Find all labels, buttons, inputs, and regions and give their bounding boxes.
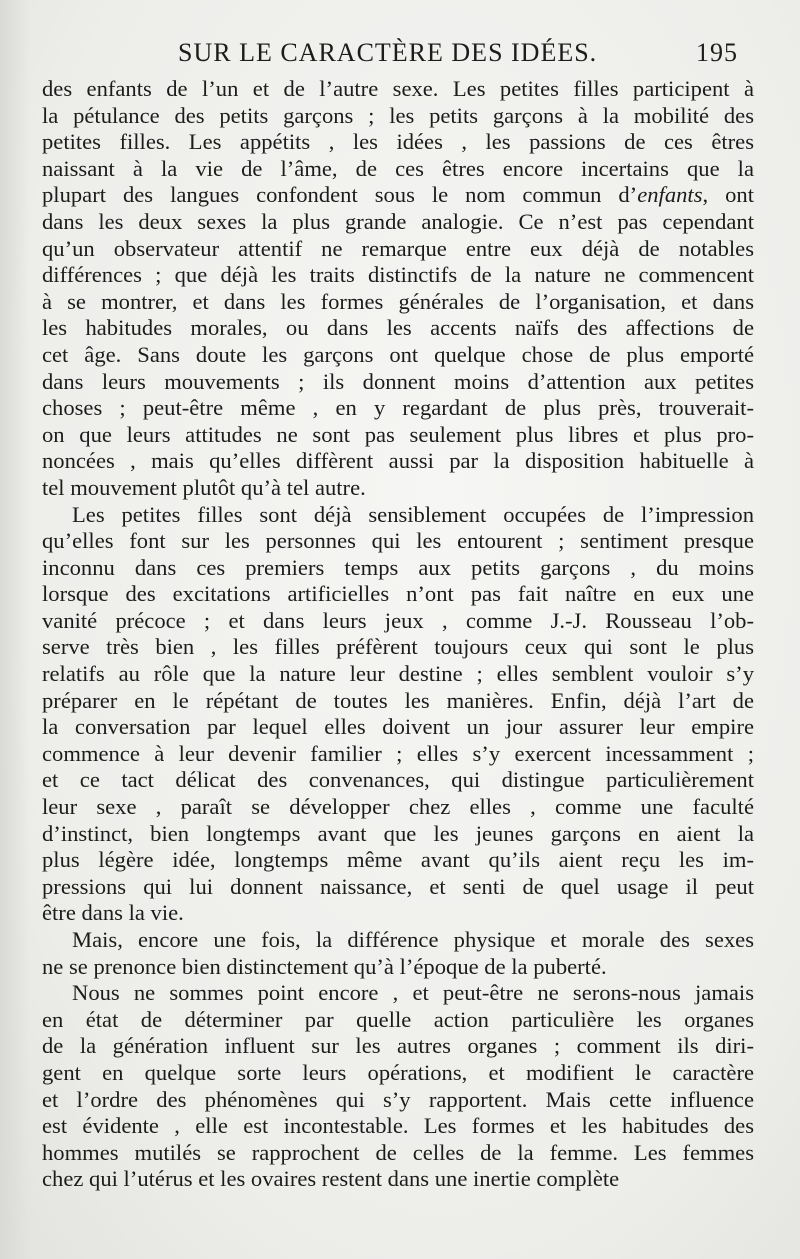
text-line: plupart des langues confondent sous le nom commun d’enfants, ont: [42, 182, 755, 208]
paragraph: [42, 76, 754, 502]
text-line: serve très bien , les filles préfèrent toujours ceux qui sont le plus: [42, 634, 754, 660]
text-line: pressions qui lui donnent naissance, et senti de quel usage il peut: [42, 873, 754, 899]
page-header: [178, 38, 738, 72]
text-line: dans leurs mouvements ; ils donnent moins d’attention aux petites: [42, 368, 754, 394]
text-line: être dans la vie.: [42, 900, 184, 926]
text-line: les habitudes morales, ou dans les accents naïfs des affections de: [42, 315, 754, 341]
text-line: qu’un observateur attentif ne remarque entre eux déjà de notables: [42, 235, 754, 261]
body-text: [42, 76, 754, 1193]
text-line: dans les deux sexes la plus grande analogie. Ce n’est pas cependant: [42, 208, 754, 234]
text-line: leur sexe , paraît se développer chez elles , comme une faculté: [42, 794, 754, 820]
text-line: on que leurs attitudes ne sont pas seulement plus libres et plus pro-: [42, 421, 754, 447]
text-line: naissant à la vie de l’âme, de ces êtres encore incertains que la: [42, 155, 754, 181]
text-line: Mais, encore une fois, la différence physique et morale des sexes: [72, 927, 754, 952]
text-line: préparer en le répétant de toutes les manières. Enfin, déjà l’art de: [42, 687, 754, 713]
text-line: de la génération influent sur les autres organes ; comment ils diri-: [42, 1033, 754, 1059]
text-line: Les petites filles sont déjà sensiblement occupées de l’impression: [72, 501, 754, 527]
text-line: vanité précoce ; et dans leurs jeux , comme J.-J. Rousseau l’ob-: [42, 607, 754, 633]
paragraph: [42, 502, 754, 928]
paragraph: [42, 980, 754, 1193]
text-line: gent en quelque sorte leurs opérations, et modifient le caractère: [42, 1059, 754, 1085]
text-line: des enfants de l’un et de l’autre sexe. Les petites filles participent à: [42, 76, 754, 101]
text-line: plus légère idée, longtemps même avant qu’ils aient reçu les im-: [42, 847, 754, 873]
text-line: et ce tact délicat des convenances, qui distingue particulièrement: [42, 767, 754, 793]
page-number: 195: [696, 38, 738, 67]
text-line: la pétulance des petits garçons ; les petits garçons à la mobilité des: [42, 102, 754, 128]
text-line: est évidente , elle est incontestable. Les formes et les habitudes des: [42, 1113, 754, 1139]
text-line: ne se prenonce bien distinctement qu’à l’époque de la puberté.: [42, 953, 607, 979]
text-line: petites filles. Les appétits , les idées , les passions de ces êtres: [42, 129, 754, 155]
text-line: en état de déterminer par quelle action particulière les organes: [42, 1006, 754, 1032]
text-line: la conversation par lequel elles doivent un jour assurer leur empire: [42, 714, 754, 740]
text-line: tel mouvement plutôt qu’à tel autre.: [42, 474, 366, 500]
text-line: qu’elles font sur les personnes qui les entourent ; sentiment presque: [42, 528, 754, 554]
text-line: hommes mutilés se rapprochent de celles de la femme. Les femmes: [42, 1139, 754, 1165]
text-line: Nous ne sommes point encore , et peut-être ne serons-nous jamais: [72, 980, 754, 1006]
text-line: choses ; peut-être même , en y regardant de plus près, trouverait-: [42, 395, 754, 421]
paragraph: [42, 927, 754, 980]
text-line: lorsque des excitations artificielles n’ont pas fait naître en eux une: [42, 581, 754, 607]
text-line: inconnu dans ces premiers temps aux petits garçons , du moins: [42, 554, 754, 580]
text-line: d’instinct, bien longtemps avant que les jeunes garçons en aient la: [42, 820, 754, 846]
gutter-shadow: [0, 0, 30, 1259]
text-line: et l’ordre des phénomènes qui s’y rapportent. Mais cette influence: [42, 1086, 754, 1112]
text-line: commence à leur devenir familier ; elles s’y exercent incessamment ;: [42, 740, 754, 766]
text-line: à se montrer, et dans les formes générales de l’organisation, et dans: [42, 288, 754, 314]
text-line: chez qui l’utérus et les ovaires restent dans une inertie complète: [42, 1166, 620, 1192]
running-title: SUR LE CARACTÈRE DES IDÉES.: [178, 38, 598, 67]
text-line: relatifs au rôle que la nature leur destine ; elles semblent vouloir s’y: [42, 661, 754, 687]
text-line: cet âge. Sans doute les garçons ont quelque chose de plus emporté: [42, 341, 754, 367]
text-line: noncées , mais qu’elles diffèrent aussi par la disposition habituelle à: [42, 448, 754, 474]
emphasis: enfants: [637, 182, 703, 208]
text-line: différences ; que déjà les traits distinctifs de la nature ne commencent: [42, 262, 754, 288]
